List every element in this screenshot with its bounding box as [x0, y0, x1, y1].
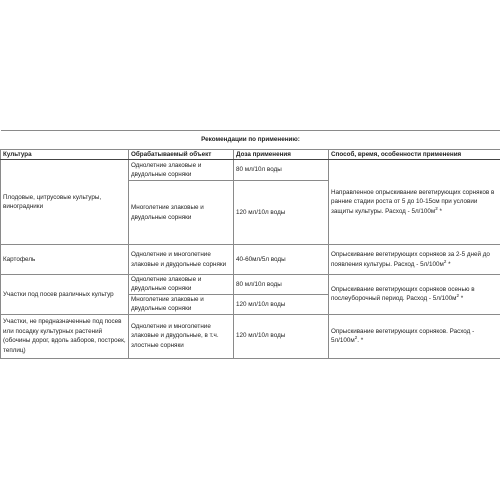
table-header-row: [1, 150, 500, 160]
object-cell: Однолетние и многолетние злаковые и двудольные сорняки: [129, 245, 234, 275]
header-culture: Культура: [1, 150, 129, 160]
method-tail: *: [459, 295, 464, 303]
culture-cell: Участки, не предназначенные под посев или посадку культурных растений (обочины дорог, вдоль заборов, построек, теплиц): [1, 314, 129, 358]
table-title: Рекомендации по применению:: [1, 131, 500, 150]
method-cell: [329, 160, 500, 245]
dose-cell: 80 мл/10л воды: [234, 275, 329, 295]
header-method: Способ, время, особенности применения: [329, 150, 500, 160]
header-dose: Доза применения: [234, 150, 329, 160]
method-text: Опрыскивание вегетирующих сорняков. Расход - 5л/100м: [331, 327, 475, 345]
method-tail: *: [437, 207, 442, 215]
method-cell: [329, 275, 500, 315]
dose-cell: 120 мл/10л воды: [234, 314, 329, 358]
method-sup: 2: [435, 205, 438, 211]
method-tail: *: [446, 260, 451, 268]
method-tail: . *: [357, 337, 364, 345]
object-cell: Однолетние злаковые и двудольные сорняки: [129, 275, 234, 295]
table-row: [1, 314, 500, 358]
method-text: Опрыскивание вегетирующих сорняков за 2-5 дней до появления культуры. Расход - 5л/100м: [331, 251, 490, 268]
object-cell: Однолетние злаковые и двудольные сорняки: [129, 160, 234, 181]
object-cell: Многолетние злаковые и двудольные сорняки: [129, 181, 234, 245]
culture-cell: Участки под посев различных культур: [1, 275, 129, 315]
object-cell: Однолетние и многолетние злаковые и двудольные, в т.ч. злостные сорняки: [129, 314, 234, 358]
table-row: [1, 245, 500, 275]
method-text: Опрыскивание вегетирующих сорняков осенью в послеуборочный период. Расход - 5л/100м: [331, 285, 475, 303]
dose-cell: 40-60мл/5л воды: [234, 245, 329, 275]
method-sup: 2: [443, 258, 447, 264]
culture-cell: Плодовые, цитрусовые культуры, виноградники: [1, 160, 129, 245]
method-cell: [329, 314, 500, 358]
recommendations-table: [0, 130, 500, 359]
method-sup: 2: [456, 293, 460, 299]
method-sup: 2: [354, 335, 358, 341]
header-object: Обрабатываемый объект: [129, 150, 234, 160]
culture-cell: Картофель: [1, 245, 129, 275]
table-row: [1, 160, 500, 181]
dose-cell: 120 мл/10л воды: [234, 181, 329, 245]
dose-cell: 80 мл/10л воды: [234, 160, 329, 181]
object-cell: Многолетние злаковые и двудольные сорняки: [129, 294, 234, 314]
method-text: Направленное опрыскивание вегетирующих сорняков в ранние стадии роста от 5 до 10-15см при условии защиты культуры. Расход - 5л/100м: [331, 188, 495, 215]
method-cell: [329, 245, 500, 275]
dose-cell: 120 мл/10л воды: [234, 294, 329, 314]
table-row: [1, 275, 500, 295]
recommendations-sheet: [0, 130, 500, 377]
